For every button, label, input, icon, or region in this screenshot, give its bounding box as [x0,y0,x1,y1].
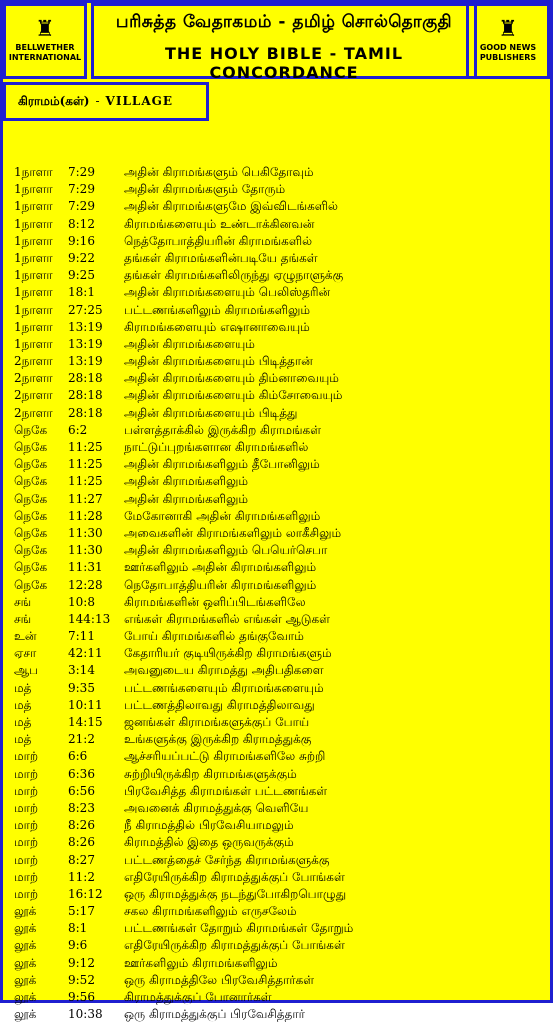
entry-book: மத் [14,697,32,712]
concordance-entry [3,920,550,937]
entry-book: மாற் [14,852,39,867]
concordance-entry [3,267,550,284]
left-logo-line2: INTERNATIONAL [8,53,82,62]
entry-book: 2நாளா [14,388,53,403]
entry-text: கேதாரியர் குடியிருக்கிற கிராமங்களும் [124,646,332,661]
entry-reference: 27:25 [68,302,103,317]
entry-reference: 18:1 [68,285,95,300]
concordance-entry [3,405,550,422]
concordance-entry [3,611,550,628]
title-banner [91,3,477,82]
entry-reference: 9:35 [68,680,95,695]
topic-separator: - [95,94,100,108]
entry-text: அவனைக் கிராமத்துக்கு வெளியே [124,800,309,815]
entry-text: அதின் கிராமங்களுமே இவ்விடங்களில் [124,199,339,214]
entry-book: மத் [14,680,32,695]
entry-book: 2நாளா [14,354,53,369]
entry-reference: 28:18 [68,388,103,403]
entry-reference: 5:17 [68,904,95,919]
concordance-entry [3,353,550,370]
entry-text: அதின் கிராமங்களையும் பிடித்து [124,405,298,420]
concordance-entry [3,662,550,679]
entry-text: நெதோபாத்தியரின் கிராமங்களிலும் [124,577,317,592]
concordance-entry [3,577,550,594]
concordance-entry-list [3,164,550,1023]
entry-reference: 9:16 [68,233,95,248]
concordance-entry [3,284,550,301]
entry-text: எங்கள் கிராமங்களில் எங்கள் ஆடுகள் [124,611,330,626]
entry-text: சகல கிராமங்களிலும் எருசலேம் [124,904,297,919]
entry-book: மத் [14,732,32,747]
entry-text: அதின் கிராமங்களையும் கிம்சோவையும் [124,388,343,403]
entry-text: அதின் கிராமங்களையும் திம்னாவையும் [124,371,339,386]
entry-book: லூக் [14,938,37,953]
entry-text: அதின் கிராமங்களையும் பெலிஸ்தரின் [124,285,331,300]
topic-english: VILLAGE [105,94,174,108]
entry-reference: 16:12 [68,886,103,901]
entry-reference: 11:28 [68,508,103,523]
entry-book: நெகே [14,525,48,540]
entry-book: லூக் [14,972,37,987]
entry-book: 1நாளா [14,319,53,334]
entry-reference: 6:2 [68,422,88,437]
concordance-entry [3,748,550,765]
entry-text: ஜனங்கள் கிராமங்களுக்குப் போய் [124,715,310,729]
concordance-entry [3,869,550,886]
entry-book: ஆப [14,663,39,678]
entry-reference: 9:6 [68,938,88,953]
left-logo-line1: BELLWETHER [15,43,75,52]
entry-text: பள்ளத்தாக்கில் இருக்கிற கிராமங்கள் [124,422,322,437]
entry-text: கிராமங்களையும் எஷானாவையும் [124,319,310,334]
bellwether-emblem-icon: ♜ [35,17,55,42]
entry-reference: 11:25 [68,474,103,489]
entry-reference: 6:6 [68,749,88,764]
entry-book: மாற் [14,766,39,781]
entry-text: பட்டணங்களிலும் கிராமங்களிலும் [124,302,311,317]
entry-book: நெகே [14,543,48,558]
entry-reference: 28:18 [68,371,103,386]
entry-book: நெகே [14,577,48,592]
entry-text: அதின் கிராமங்களிலும் பெயெர்செபா [124,543,328,558]
concordance-entry [3,302,550,319]
title-english: THE HOLY BIBLE - TAMIL CONCORDANCE [164,44,404,82]
concordance-entry [3,680,550,697]
right-logo-line2: PUBLISHERS [479,53,537,62]
concordance-entry [3,834,550,851]
concordance-entry [3,697,550,714]
entry-book: 1நாளா [14,285,53,300]
concordance-entry [3,336,550,353]
entry-text: போய் கிராமங்களில் தங்குவோம் [124,629,304,644]
concordance-entry [3,387,550,404]
entry-reference: 11:27 [68,491,103,506]
entry-reference: 9:52 [68,972,95,987]
entry-book: ஏசா [14,646,37,661]
entry-book: மாற் [14,869,39,884]
entry-reference: 11:25 [68,457,103,472]
entry-text: பட்டணங்கள் தோறும் கிராமங்கள் தோறும் [124,921,354,936]
entry-reference: 8:27 [68,852,95,867]
entry-reference: 11:30 [68,543,103,558]
entry-text: ஒரு கிராமத்திலே பிரவேசித்தார்கள் [124,972,315,987]
entry-text: பட்டணத்திலாவது கிராமத்திலாவது [124,697,315,712]
entry-reference: 13:19 [68,319,103,334]
topic-tamil: கிராமம்(கள்) [18,94,90,108]
entry-text: ஊர்களிலும் அதின் கிராமங்களிலும் [124,560,317,575]
entry-text: கிராமங்களின் ஒளிப்பிடங்களிலே [124,594,306,609]
entry-reference: 9:12 [68,955,95,970]
concordance-entry [3,439,550,456]
entry-text: ஒரு கிராமத்துக்கு நடந்துபோகிறபொழுது [124,886,347,901]
concordance-entry [3,766,550,783]
entry-text: பட்டணத்தைச் சேர்ந்த கிராமங்களுக்கு [124,852,330,867]
entry-text: நெத்தோபாத்தியரின் கிராமங்களில் [124,233,313,248]
concordance-entry [3,989,550,1006]
entry-book: மாற் [14,886,39,901]
entry-book: நெகே [14,474,48,489]
entry-reference: 10:11 [68,697,103,712]
entry-book: லூக் [14,955,37,970]
concordance-entry [3,473,550,490]
entry-book: நெகே [14,508,48,523]
entry-text: அதின் கிராமங்களும் தோரும் [124,182,286,197]
concordance-entry [3,319,550,336]
entry-text: தங்கள் கிராமங்களின்படியே தங்கள் [124,250,318,265]
entry-book: மாற் [14,749,39,764]
concordance-entry [3,628,550,645]
good-news-logo [466,3,550,79]
concordance-entry [3,250,550,267]
entry-reference: 3:14 [68,663,95,678]
entry-text: எதிரேயிருக்கிற கிராமத்துக்குப் போங்கள் [124,869,345,884]
entry-text: பட்டணங்களையும் கிராமங்களையும் [124,680,324,695]
entry-reference: 8:23 [68,800,95,815]
entry-reference: 13:19 [68,354,103,369]
entry-reference: 7:29 [68,199,95,214]
entry-reference: 11:30 [68,525,103,540]
concordance-entry [3,594,550,611]
entry-reference: 12:28 [68,577,103,592]
entry-book: உன் [14,629,37,644]
concordance-entry [3,731,550,748]
entry-text: சுற்றியிருக்கிற கிராமங்களுக்கும் [124,766,297,781]
entry-book: லூக் [14,921,37,936]
entry-reference: 144:13 [68,611,111,626]
concordance-entry [3,370,550,387]
entry-text: அதின் கிராமங்களும் பெகிதோவும் [124,165,314,179]
entry-reference: 28:18 [68,405,103,420]
entry-text: அதின் கிராமங்களிலும் [124,474,249,489]
entry-text: கிராமத்தில் இதை ஒருவருக்கும் [124,835,294,850]
concordance-entry [3,645,550,662]
entry-reference: 13:19 [68,336,103,351]
entry-reference: 8:1 [68,921,88,936]
entry-reference: 14:15 [68,715,103,729]
entry-text: எதிரேயிருக்கிற கிராமத்துக்குப் போங்கள் [124,938,345,953]
entry-reference: 11:25 [68,440,103,454]
entry-book: 1நாளா [14,182,53,197]
right-logo-line1: GOOD NEWS [479,43,537,52]
entry-reference: 7:29 [68,182,95,197]
concordance-entry [3,817,550,834]
entry-book: மாற் [14,783,39,798]
concordance-entry [3,886,550,903]
entry-book: லூக் [14,990,37,1004]
entry-reference: 11:31 [68,560,103,575]
entry-reference: 6:56 [68,783,95,798]
concordance-entry [3,181,550,198]
concordance-entry [3,508,550,525]
entry-book: லூக் [14,904,37,919]
entry-reference: 7:11 [68,629,95,644]
entry-text: அதின் கிராமங்களையும் பிடித்தான் [124,354,313,369]
concordance-entry [3,198,550,215]
concordance-entry [3,800,550,817]
concordance-entry [3,559,550,576]
entry-reference: 11:2 [68,869,95,884]
concordance-entry [3,955,550,972]
entry-reference: 9:56 [68,990,95,1004]
entry-reference: 8:12 [68,216,95,231]
entry-book: மத் [14,715,32,729]
entry-reference: 9:22 [68,250,95,265]
entry-text: ஆச்சரியப்பட்டு கிராமங்களிலே சுற்றி [124,749,326,764]
entry-reference: 6:36 [68,766,95,781]
entry-book: 1நாளா [14,302,53,317]
entry-reference: 42:11 [68,646,103,661]
good-news-emblem-icon: ♜ [498,17,518,42]
entry-text: நீ கிராமத்தில் பிரவேசியாமலும் [124,818,294,833]
entry-text: அவைகளின் கிராமங்களிலும் லாகீசிலும் [124,525,342,540]
concordance-entry [3,783,550,800]
entry-book: நெகே [14,440,48,454]
entry-text: அதின் கிராமங்களையும் [124,336,255,351]
concordance-entry [3,903,550,920]
entry-text: பிரவேசித்த கிராமங்கள் பட்டணங்கள் [124,783,328,798]
entry-text: ஊர்களிலும் கிராமங்களிலும் [124,955,278,970]
concordance-entry [3,972,550,989]
concordance-entry [3,525,550,542]
entry-reference: 10:38 [68,1007,103,1022]
concordance-entry [3,456,550,473]
entry-book: 2நாளா [14,405,53,420]
concordance-entry [3,937,550,954]
entry-book: 1நாளா [14,216,53,231]
entry-book: நெகே [14,560,48,575]
topic-heading [3,82,209,121]
entry-text: அதின் கிராமங்களிலும் [124,491,249,506]
entry-text: நாட்டுப்புறங்களான கிராமங்களில் [124,440,309,454]
entry-book: 1நாளா [14,336,53,351]
entry-text: கிராமத்துக்குப் போனார்கள் [124,990,272,1004]
entry-text: உங்களுக்கு இருக்கிற கிராமத்துக்கு [124,732,312,747]
entry-book: மாற் [14,835,39,850]
concordance-entry [3,422,550,439]
concordance-entry [3,491,550,508]
bellwether-logo [3,3,87,79]
entry-book: மாற் [14,800,39,815]
entry-text: கிராமங்களையும் உண்டாக்கினவன் [124,216,315,231]
entry-text: அவனுடைய கிராமத்து அதிபதிகளை [124,663,324,678]
entry-text: ஒரு கிராமத்துக்குப் பிரவேசித்தார் [124,1007,305,1022]
entry-reference: 21:2 [68,732,95,747]
title-tamil: பரிசுத்த வேதாகமம் - தமிழ் சொல்தொகுதி [115,12,453,32]
entry-book: லூக் [14,1007,37,1022]
entry-book: 1நாளா [14,233,53,248]
concordance-entry [3,216,550,233]
entry-book: மாற் [14,818,39,833]
entry-reference: 8:26 [68,818,95,833]
entry-reference: 9:25 [68,268,95,283]
entry-text: அதின் கிராமங்களிலும் தீபோனிலும் [124,457,320,472]
entry-book: நெகே [14,457,48,472]
entry-reference: 7:29 [68,165,95,179]
entry-book: 1நாளா [14,268,53,283]
entry-book: 2நாளா [14,371,53,386]
concordance-entry [3,233,550,250]
concordance-entry [3,1006,550,1023]
entry-book: 1நாளா [14,165,53,179]
entry-book: சங் [14,611,32,626]
entry-text: தங்கள் கிராமங்களிலிருந்து ஏழுநாளுக்கு [124,268,344,283]
entry-book: 1நாளா [14,199,53,214]
concordance-entry [3,164,550,181]
entry-reference: 10:8 [68,594,95,609]
concordance-entry [3,714,550,731]
entry-book: சங் [14,594,32,609]
entry-book: நெகே [14,422,48,437]
concordance-entry [3,542,550,559]
entry-book: 1நாளா [14,250,53,265]
concordance-entry [3,852,550,869]
entry-reference: 8:26 [68,835,95,850]
entry-text: மேகோனாகி அதின் கிராமங்களிலும் [124,508,321,523]
entry-book: நெகே [14,491,48,506]
